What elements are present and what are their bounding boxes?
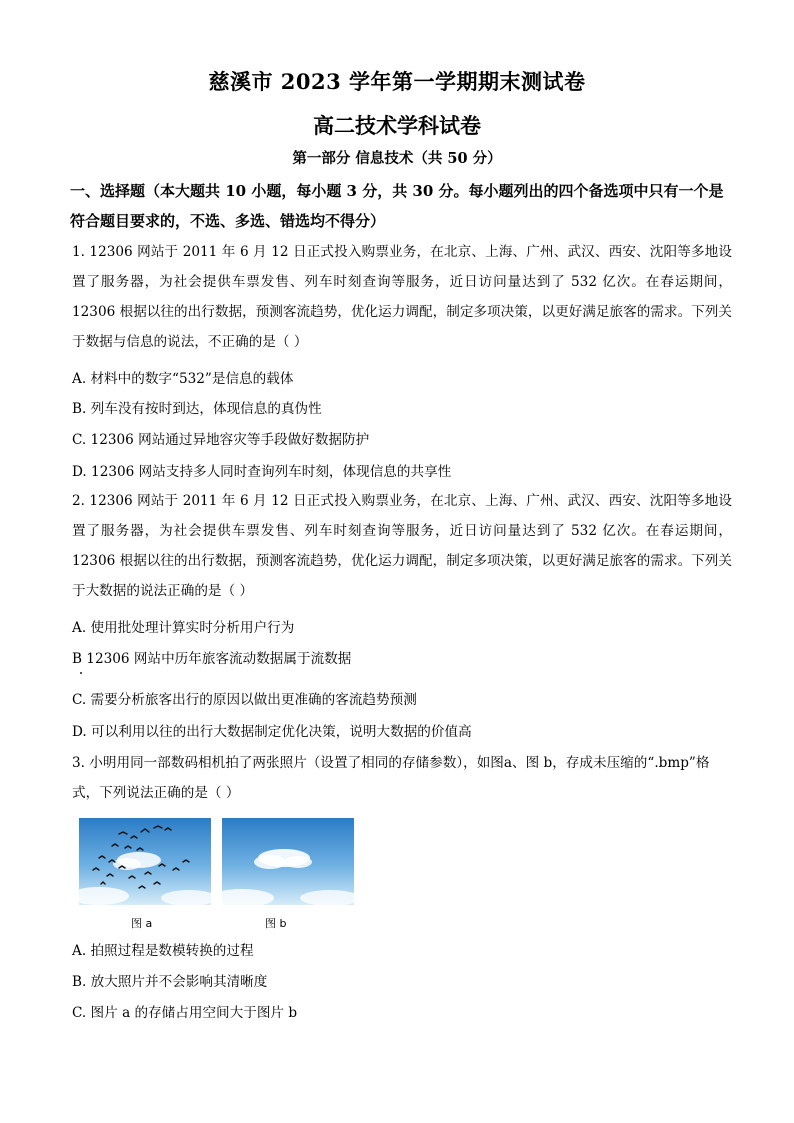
question-3-option-b: B. 放大照片并不会影响其清晰度 [72, 974, 268, 990]
exam-title: 慈溪市 2023 学年第一学期期末测试卷 [208, 69, 586, 94]
figure-a-caption: 图 a [131, 917, 153, 930]
question-3-stem: 3. 小明用同一部数码相机拍了两张照片（设置了相同的存储参数），如图a、图 b，存成未压缩的“.bmp”格式，下列说法正确的是（ ） [72, 755, 710, 801]
stray-dot [80, 672, 82, 674]
question-1-option-c: C. 12306 网站通过异地容灾等手段做好数据防护 [72, 432, 370, 448]
question-3-option-c: C. 图片 a 的存储占用空间大于图片 b [72, 1005, 298, 1021]
question-2-option-b: B 12306 网站中历年旅客流动数据属于流数据 [72, 651, 352, 667]
question-2-option-d: D. 可以利用以往的出行大数据制定优化决策，说明大数据的价值高 [72, 724, 472, 740]
figure-b-caption: 图 b [265, 917, 287, 930]
figure-b-clouds-sky [222, 818, 354, 905]
section-heading: 一、选择题（本大题共 10 小题，每小题 3 分，共 30 分。每小题列出的四个备选项中只有一个是符合题目要求的，不选、多选、错选均不得分） [70, 182, 724, 230]
question-1-option-a: A. 材料中的数字“532”是信息的载体 [72, 371, 294, 387]
question-1-option-b: B. 列车没有按时到达，体现信息的真伪性 [72, 401, 322, 417]
exam-subtitle: 高二技术学科试卷 [313, 113, 481, 138]
figure-a-birds-sky [79, 818, 211, 905]
part-heading: 第一部分 信息技术（共 50 分） [292, 150, 502, 167]
question-2-stem: 2. 12306 网站于 2011 年 6 月 12 日正式投入购票业务，在北京、上海、广州、武汉、西安、沈阳等多地设置了服务器，为社会提供车票发售、列车时刻查询等服务，近日访问量达到了 532 亿次。在春运期间，12306 根据以往的出行数据，预测客流趋势，优化运力调配，制定多项决策，以更好满足旅客的需求。下列关于大数据的说法正确的是（ ） [72, 493, 732, 599]
question-2-option-a: A. 使用批处理计算实时分析用户行为 [72, 620, 295, 636]
question-1-option-d: D. 12306 网站支持多人同时查询列车时刻，体现信息的共享性 [72, 464, 452, 480]
question-1-stem: 1. 12306 网站于 2011 年 6 月 12 日正式投入购票业务，在北京、上海、广州、武汉、西安、沈阳等多地设置了服务器，为社会提供车票发售、列车时刻查询等服务，近日访问量达到了 532 亿次。在春运期间，12306 根据以往的出行数据，预测客流趋势，优化运力调配，制定多项决策，以更好满足旅客的需求。下列关于数据与信息的说法，不正确的是（ ） [72, 244, 732, 350]
question-2-option-c: C. 需要分析旅客出行的原因以做出更准确的客流趋势预测 [72, 692, 417, 708]
question-3-option-a: A. 拍照过程是数模转换的过程 [72, 943, 254, 959]
